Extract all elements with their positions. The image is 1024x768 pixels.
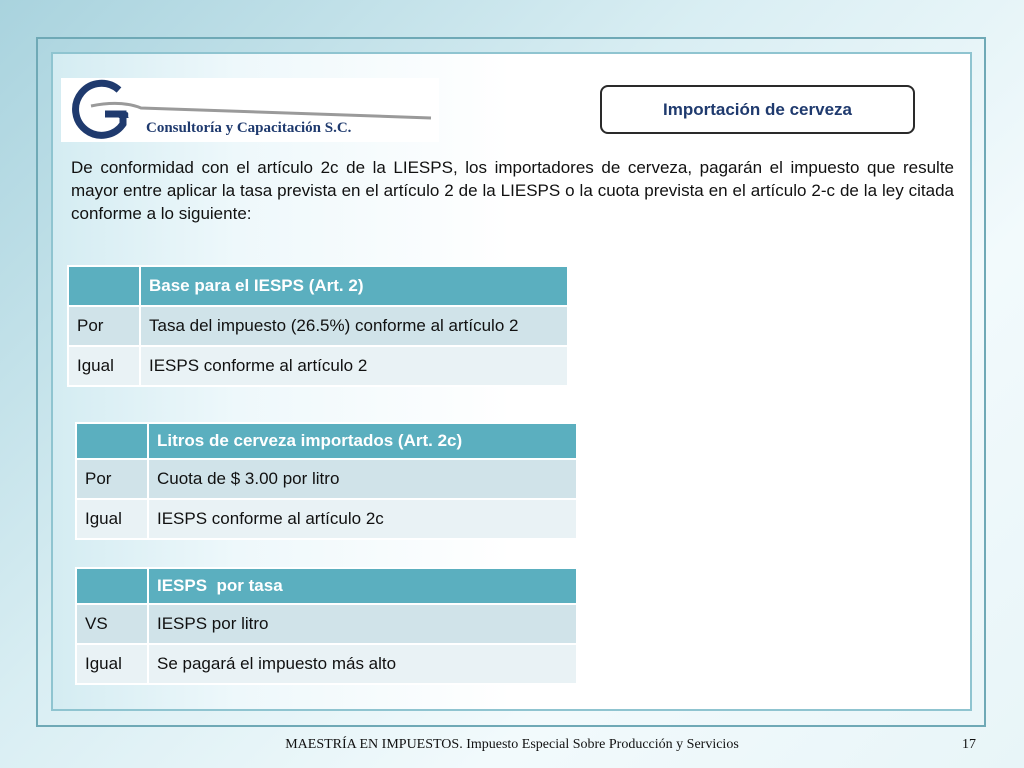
- row-operator: Igual: [69, 347, 139, 385]
- row-text: IESPS por litro: [149, 605, 576, 643]
- slide-title: Importación de cerveza: [600, 85, 915, 134]
- table-header-blank: [77, 424, 147, 458]
- row-text: IESPS conforme al artículo 2c: [149, 500, 576, 538]
- row-text: IESPS conforme al artículo 2: [141, 347, 567, 385]
- logo-initials: va: [116, 106, 129, 121]
- row-operator: Por: [77, 460, 147, 498]
- row-text: Se pagará el impuesto más alto: [149, 645, 576, 683]
- row-operator: Por: [69, 307, 139, 345]
- table-base-iesps: [67, 265, 569, 387]
- table-comparison: [75, 567, 578, 685]
- table-header-blank: [77, 569, 147, 603]
- table-header-blank: [69, 267, 139, 305]
- table-litros-cerveza: [75, 422, 578, 540]
- table-row: [77, 460, 576, 498]
- row-text: Tasa del impuesto (26.5%) conforme al artículo 2: [141, 307, 567, 345]
- footer-text: MAESTRÍA EN IMPUESTOS. Impuesto Especial Sobre Producción y Servicios: [285, 737, 739, 752]
- company-logo: [61, 78, 439, 142]
- row-operator: Igual: [77, 500, 147, 538]
- table-header: IESPS por tasa: [149, 569, 576, 603]
- table-row: [77, 500, 576, 538]
- row-operator: VS: [77, 605, 147, 643]
- page-number: 17: [962, 737, 976, 752]
- logo-company-name: Consultoría y Capacitación S.C.: [146, 120, 352, 136]
- table-row: [69, 307, 567, 345]
- intro-paragraph: De conformidad con el artículo 2c de la LIESPS, los importadores de cerveza, pagarán el impuesto que resulte mayor entre aplicar la tasa prevista en el artículo 2 de la LIESPS o la cuota prevista en el artículo 2-c de la ley citada conforme a lo siguiente:: [71, 158, 954, 223]
- row-text: Cuota de $ 3.00 por litro: [149, 460, 576, 498]
- table-header-row: [77, 569, 576, 603]
- table-row: [77, 605, 576, 643]
- table-row: [77, 645, 576, 683]
- table-header-row: [69, 267, 567, 305]
- table-header: Litros de cerveza importados (Art. 2c): [149, 424, 576, 458]
- row-operator: Igual: [77, 645, 147, 683]
- table-row: [69, 347, 567, 385]
- table-header: Base para el IESPS (Art. 2): [141, 267, 567, 305]
- table-header-row: [77, 424, 576, 458]
